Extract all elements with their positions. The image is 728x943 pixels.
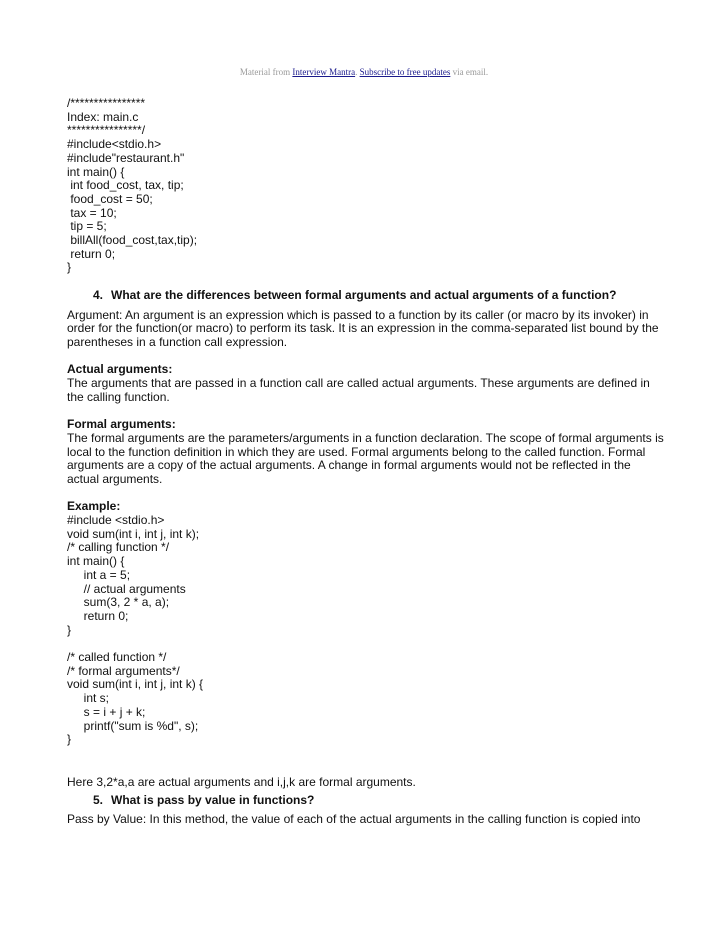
- text-line: local to the function definition in which they are used. Formal arguments belong to the called function. Formal: [67, 444, 646, 459]
- header-prefix: Material from: [239, 67, 293, 77]
- code-block-called: [67, 651, 662, 747]
- code-line: #include"restaurant.h": [67, 150, 185, 165]
- text-line: Argument: An argument is an expression which is passed to a function by its caller (or macro by its invoker) in: [67, 307, 649, 322]
- code-line: int a = 5;: [67, 567, 131, 582]
- header-separator: .: [355, 67, 360, 77]
- subscribe-link[interactable]: Subscribe to free updates: [359, 67, 451, 77]
- code-line: billAll(food_cost,tax,tip);: [67, 233, 198, 248]
- text-line: order for the function(or macro) to perform its task. It is an expression in the comma-separated list bound by the: [67, 321, 659, 336]
- code-block-main-c: [67, 97, 662, 275]
- code-line: Index: main.c: [67, 109, 139, 124]
- pass-by-value-text: Pass by Value: In this method, the value of each of the actual arguments in the calling function is copied into: [67, 812, 641, 827]
- code-block-calling: [67, 514, 662, 637]
- argument-paragraph: [67, 309, 662, 350]
- code-line: /* formal arguments*/: [67, 663, 180, 678]
- text-line: The formal arguments are the parameters/arguments in a function declaration. The scope of formal arguments is: [67, 430, 664, 445]
- code-line: tax = 10;: [67, 205, 117, 220]
- code-line: int main() {: [67, 164, 125, 179]
- section-heading: Example:: [67, 499, 121, 514]
- code-line: sum(3, 2 * a, a);: [67, 595, 170, 610]
- code-line: }: [67, 732, 72, 747]
- code-line: /* called function */: [67, 650, 167, 665]
- text-line: arguments are a copy of the actual arguments. A change in formal arguments would not be reflected in the: [67, 458, 631, 473]
- code-line: return 0;: [67, 608, 129, 623]
- code-line: }: [67, 260, 72, 275]
- question-text: What is pass by value in functions?: [111, 792, 315, 807]
- code-line: return 0;: [67, 246, 116, 261]
- example-section: [67, 500, 662, 747]
- question-number: 5.: [93, 792, 104, 807]
- code-line: int s;: [67, 691, 110, 706]
- section-heading: Actual arguments:: [67, 362, 173, 377]
- code-line: food_cost = 50;: [67, 191, 153, 206]
- text-line: parentheses in a function call expression.: [67, 334, 288, 349]
- text-line: actual arguments.: [67, 471, 163, 486]
- document-content: [67, 97, 662, 827]
- code-line: int food_cost, tax, tip;: [67, 178, 184, 193]
- code-line: tip = 5;: [67, 219, 107, 234]
- code-line: #include <stdio.h>: [67, 513, 165, 528]
- page-header: [0, 67, 728, 77]
- code-line: void sum(int i, int j, int k) {: [67, 677, 204, 692]
- question-number: 4.: [93, 287, 104, 302]
- text-line: The arguments that are passed in a function call are called actual arguments. These arguments are defined in: [67, 376, 650, 391]
- header-suffix: via email.: [450, 67, 489, 77]
- code-line: int main() {: [67, 554, 125, 569]
- code-line: void sum(int i, int j, int k);: [67, 526, 200, 541]
- code-line: ****************/: [67, 123, 146, 138]
- question-4: [67, 289, 662, 303]
- code-line: /* calling function */: [67, 540, 170, 555]
- section-heading: Formal arguments:: [67, 417, 176, 432]
- summary-text: Here 3,2*a,a are actual arguments and i,j,k are formal arguments.: [67, 774, 416, 789]
- code-line: printf("sum is %d", s);: [67, 718, 199, 733]
- question-text: What are the differences between formal arguments and actual arguments of a function?: [111, 287, 617, 302]
- interview-mantra-link[interactable]: Interview Mantra: [292, 67, 356, 77]
- question-5: [67, 794, 662, 808]
- code-line: s = i + j + k;: [67, 704, 146, 719]
- code-line: }: [67, 622, 72, 637]
- code-line: /****************: [67, 96, 146, 110]
- actual-arguments-section: [67, 363, 662, 404]
- text-line: the calling function.: [67, 389, 170, 404]
- formal-arguments-section: [67, 418, 662, 487]
- code-line: // actual arguments: [67, 581, 186, 596]
- code-line: #include<stdio.h>: [67, 137, 162, 152]
